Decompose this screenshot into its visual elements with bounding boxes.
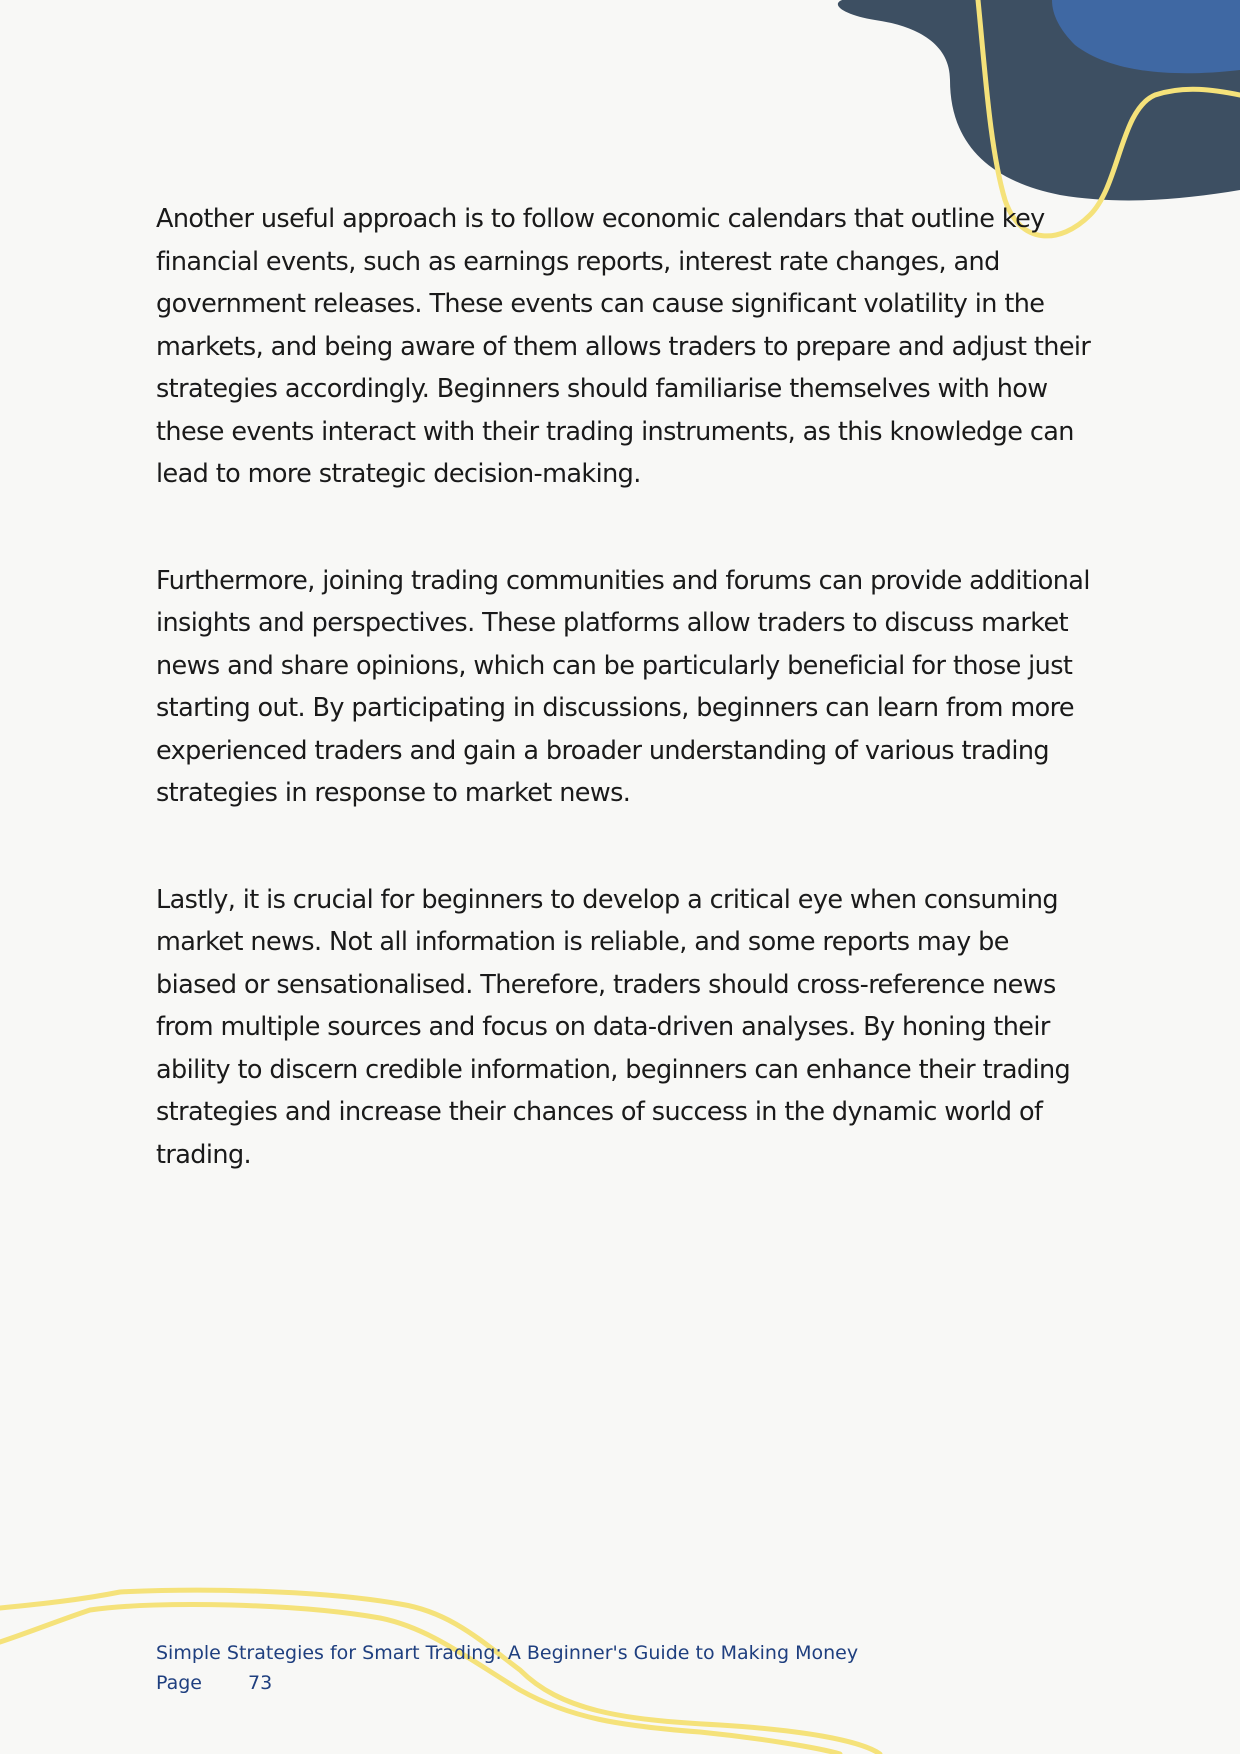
- footer-page-label: Page: [156, 1672, 202, 1694]
- paragraph-economic-calendars: Another useful approach is to follow economic calendars that outline key financial events, such as earnings reports, interest rate changes, and government releases. These events can cause significant volatility in the markets, and being aware of them allows traders to prepare and adjust their strategies accordingly. Beginners should familiarise themselves with how these events interact with their trading instruments, as this knowledge can lead to more strategic decision-making.: [156, 204, 1091, 489]
- page-footer: [156, 1638, 858, 1698]
- footer-book-title: Simple Strategies for Smart Trading: A Beginner's Guide to Making Money: [156, 1642, 859, 1664]
- paragraph-trading-communities: Furthermore, joining trading communities and forums can provide additional insights and perspectives. These platforms allow traders to discuss market news and share opinions, which can be particularly beneficial for those just starting out. By participating in discussions, beginners can learn from more experienced traders and gain a broader understanding of various trading strategies in response to market news.: [156, 565, 1090, 808]
- footer-page-info: [156, 1668, 858, 1698]
- paragraph-critical-eye: Lastly, it is crucial for beginners to develop a critical eye when consuming market news. Not all information is reliable, and some reports may be biased or sensationalised. Therefore, traders should cross-reference news from multiple sources and focus on data-driven analyses. By honing their ability to discern credible information, beginners can enhance their trading strategies and increase their chances of success in the dynamic world of trading.: [156, 884, 1071, 1170]
- footer-page-number: 73: [248, 1672, 273, 1694]
- main-content: [156, 198, 1096, 1240]
